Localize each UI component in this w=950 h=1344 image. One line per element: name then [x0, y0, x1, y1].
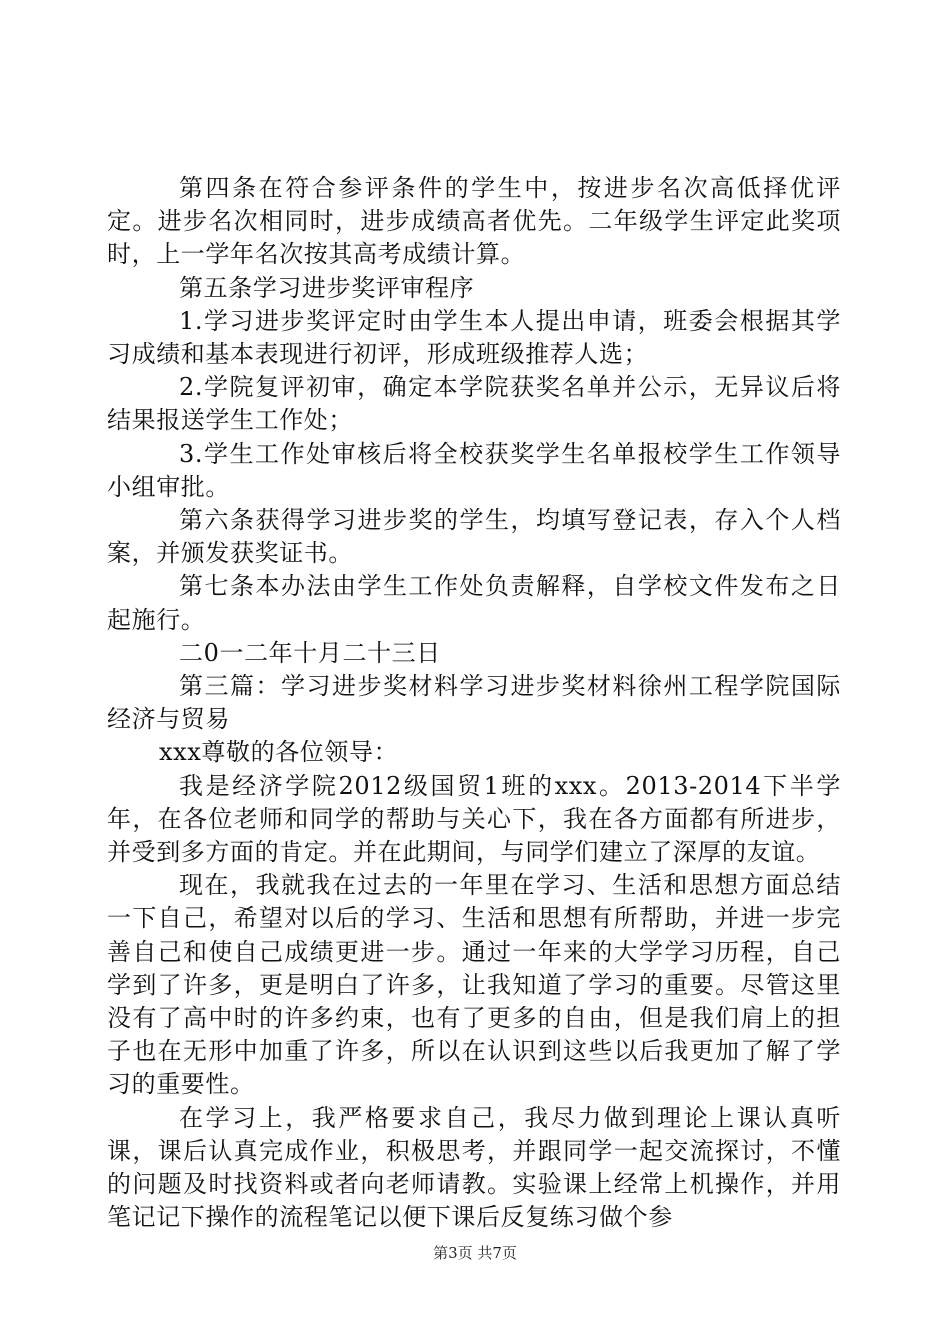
- paragraph-study: 在学习上，我严格要求自己，我尽力做到理论上课认真听课，课后认真完成作业，积极思考，并跟同学一起交流探讨，不懂的问题及时找资料或者向老师请教。实验课上经常上机操作，并用笔记记下操作的流程笔记以便下课后反复练习做个参: [107, 1103, 841, 1232]
- paragraph-article-6: 第六条获得学习进步奖的学生，均填写登记表，存入个人档案，并颁发获奖证书。: [107, 506, 841, 568]
- paragraph-step-2: 2.学院复评初审，确定本学院获奖名单并公示，无异议后将结果报送学生工作处；: [107, 373, 841, 435]
- paragraph-salutation: xxx尊敬的各位领导：: [159, 738, 399, 767]
- paragraph-article-5-heading: 第五条学习进步奖评审程序: [179, 273, 475, 302]
- paragraph-step-3: 3.学生工作处审核后将全校获奖学生名单报校学生工作领导小组审批。: [107, 439, 841, 501]
- document-body: [107, 172, 841, 1235]
- paragraph-step-1: 1.学习进步奖评定时由学生本人提出申请，班委会根据其学习成绩和基本表现进行初评，形成班级推荐人选；: [107, 306, 841, 369]
- paragraph-article-7: 第七条本办法由学生工作处负责解释，自学校文件发布之日起施行。: [107, 572, 841, 634]
- paragraph-intro: 我是经济学院2012级国贸1班的xxx。2013-2014下半学年，在各位老师和同学的帮助与关心下，我在各方面都有所进步，并受到多方面的肯定。并在此期间，与同学们建立了深厚的友谊。: [107, 771, 841, 867]
- paragraph-article-4: 第四条在符合参评条件的学生中，按进步名次高低择优评定。进步名次相同时，进步成绩高者优先。二年级学生评定此奖项时，上一学年名次按其高考成绩计算。: [107, 174, 841, 269]
- paragraph-section-3-heading: 第三篇：学习进步奖材料学习进步奖材料徐州工程学院国际经济与贸易: [107, 672, 841, 734]
- paragraph-date: 二0一二年十月二十三日: [179, 638, 441, 667]
- paragraph-summary: 现在，我就我在过去的一年里在学习、生活和思想方面总结一下自己，希望对以后的学习、生活和思想有所帮助，并进一步完善自己和使自己成绩更进一步。通过一年来的大学学习历程，自己学到了许多，更是明白了许多，让我知道了学习的重要。尽管这里没有了高中时的许多约束，也有了更多的自由，但是我们肩上的担子也在无形中加重了许多，所以在认识到这些以后我更加了解了学习的重要性。: [107, 871, 841, 1099]
- page-footer: 第3页 共7页: [433, 1244, 517, 1262]
